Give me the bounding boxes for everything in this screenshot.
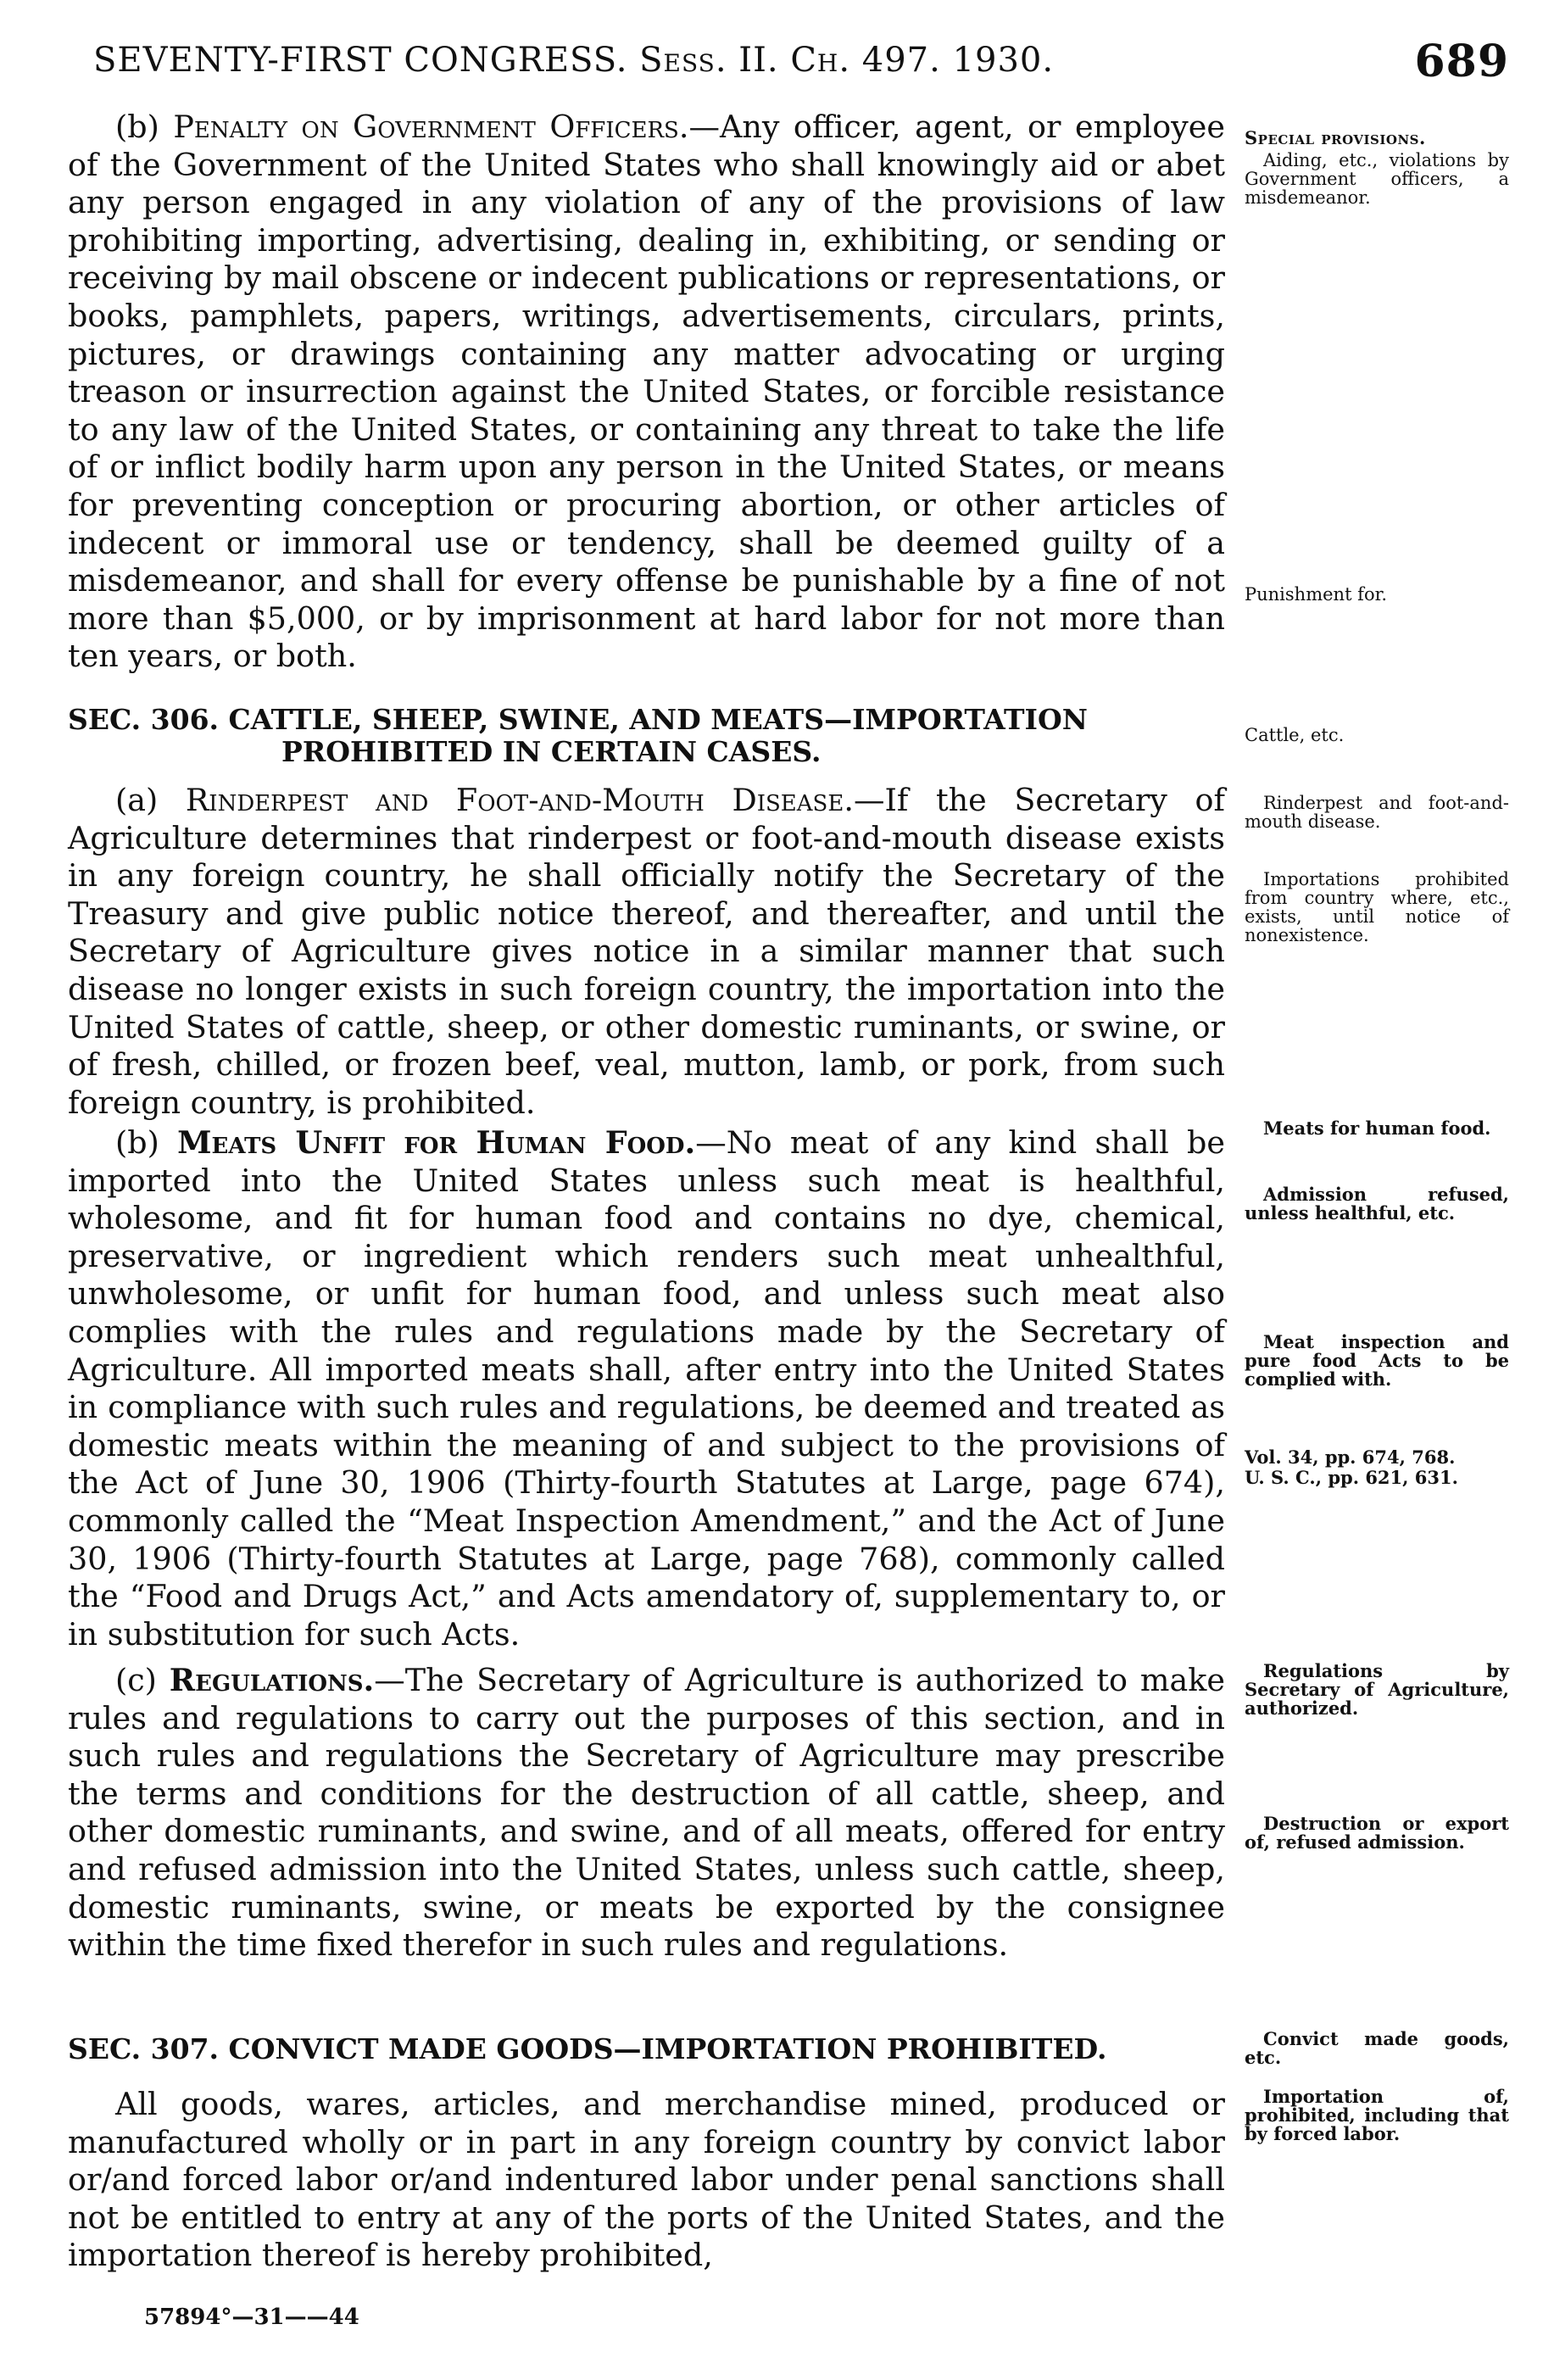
margin-note-aiding-violations: Aiding, etc., violations by Government officers, a misdemeanor. bbox=[1245, 150, 1509, 208]
margin-note-admission-refused: Admission refused, unless healthful, etc. bbox=[1245, 1184, 1509, 1223]
paragraph-rinderpest: (a) Rinderpest and Foot-and-Mouth Disease.—If the Secretary of Agriculture determines that rinderpest or foot-and-mouth disease exists in any foreign country, he shall officially notify the Secretary of the Treasury and give public notice thereof, and thereafter, and until the Secretary of Agriculture gives notice in a similar manner that such disease no longer exists in such foreign country, the importation into the United States of cattle, sheep, or other domestic ruminants, or swine, or of fresh, chilled, or frozen beef, veal, mutton, lamb, or pork, from such foreign country, is prohibited. bbox=[68, 782, 1225, 1121]
margin-note-convict-goods: Convict made goods, etc. bbox=[1245, 2028, 1509, 2068]
margin-note-importation-prohibited-forced-labor: Importation of, prohibited, including that by forced labor. bbox=[1245, 2086, 1509, 2144]
paragraph-caption: Regulations. bbox=[169, 1662, 375, 1698]
paragraph-regulations: (c) Regulations.—The Secretary of Agriculture is authorized to make rules and regulations to carry out the purposes of this section, and in such rules and regulations the Secretary of Agriculture may prescribe the terms and conditions for the destruction of all cattle, sheep, and other domestic ruminants, and swine, and of all meats, offered for entry and refused admission into the United States, unless such cattle, sheep, domestic ruminants, swine, or meats be exported by the consignee within the time fixed therefor in such rules and regulations. bbox=[68, 1662, 1225, 1964]
section-306-heading: SEC. 306. CATTLE, SHEEP, SWINE, AND MEATS—IMPORTATION PROHIBITED IN CERTAIN CASES. bbox=[68, 703, 1088, 768]
paragraph-caption: Penalty on Government Officers. bbox=[173, 109, 689, 145]
margin-note-meats-human-food: Meats for human food. bbox=[1263, 1118, 1491, 1139]
margin-note-usc-reference: U. S. C., pp. 621, 631. bbox=[1245, 1467, 1458, 1488]
running-head-title: SEVENTY-FIRST CONGRESS. Sess. II. Ch. 497. 1930. bbox=[93, 41, 1055, 80]
margin-note-volume-reference: Vol. 34, pp. 674, 768. bbox=[1245, 1446, 1456, 1468]
printer-signature-mark: 57894°—31——44 bbox=[144, 2305, 359, 2330]
paragraph-caption: Rinderpest and Foot-and-Mouth Disease. bbox=[185, 782, 854, 818]
margin-note-special-provisions: Special provisions. bbox=[1245, 127, 1426, 148]
paragraph-penalty-government-officers: (b) Penalty on Government Officers.—Any officer, agent, or employee of the Government of the United States who shall knowingly aid or abet any person engaged in any violation of any of the provisions of law prohibiting importing, advertising, dealing in, exhibiting, or sending or receiving by mail obscene or indecent publications or representations, or books, pamphlets, papers, writings, advertisements, circulars, prints, pictures, or drawings containing any matter advocating or urging treason or insurrection against the United States, or forcible resistance to any law of the United States, or containing any threat to take the life of or inflict bodily harm upon any person in the United States, or means for preventing conception or procuring abortion, or other articles of indecent or immoral use or tendency, shall be deemed guilty of a misdemeanor, and shall for every offense be punishable by a fine of not more than $5,000, or by imprisonment at hard labor for not more than ten years, or both. bbox=[68, 109, 1225, 675]
margin-note-cattle: Cattle, etc. bbox=[1245, 725, 1345, 745]
margin-note-importations-prohibited: Importations prohibited from country where, etc., exists, until notice of nonexistence. bbox=[1245, 869, 1509, 945]
margin-note-regulations-authorized: Regulations by Secretary of Agriculture, authorized. bbox=[1245, 1660, 1509, 1719]
margin-note-punishment: Punishment for. bbox=[1245, 584, 1387, 605]
page-number: 689 bbox=[1414, 36, 1509, 87]
paragraph-convict-made-goods: All goods, wares, articles, and merchandise mined, produced or manufactured wholly or in part in any foreign country by convict labor or/and forced labor or/and indentured labor under penal sanctions shall not be entitled to entry at any of the ports of the United States, and the importation thereof is hereby prohibited, bbox=[68, 2086, 1225, 2274]
margin-note-destruction-export: Destruction or export of, refused admission. bbox=[1245, 1813, 1509, 1853]
margin-note-rinderpest: Rinderpest and foot-and-mouth disease. bbox=[1245, 793, 1509, 832]
paragraph-meats-unfit: (b) Meats Unfit for Human Food.—No meat of any kind shall be imported into the United States unless such meat is healthful, wholesome, and fit for human food and contains no dye, chemical, preservative, or ingredient which renders such meat unhealthful, unwholesome, or unfit for human food, and unless such meat also complies with the rules and regulations made by the Secretary of Agriculture. All imported meats shall, after entry into the United States in compliance with such rules and regulations, be deemed and treated as domestic meats within the meaning of and subject to the provisions of the Act of June 30, 1906 (Thirty-fourth Statutes at Large, page 674), commonly called the “Meat Inspection Amendment,” and the Act of June 30, 1906 (Thirty-fourth Statutes at Large, page 768), commonly called the “Food and Drugs Act,” and Acts amendatory of, supplementary to, or in substitution for such Acts. bbox=[68, 1124, 1226, 1653]
section-307-heading: SEC. 307. CONVICT MADE GOODS—IMPORTATION PROHIBITED. bbox=[68, 2032, 1107, 2065]
paragraph-caption: Meats Unfit for Human Food. bbox=[177, 1124, 696, 1161]
running-header bbox=[93, 36, 1509, 92]
margin-note-meat-inspection: Meat inspection and pure food Acts to be complied with. bbox=[1245, 1331, 1509, 1390]
